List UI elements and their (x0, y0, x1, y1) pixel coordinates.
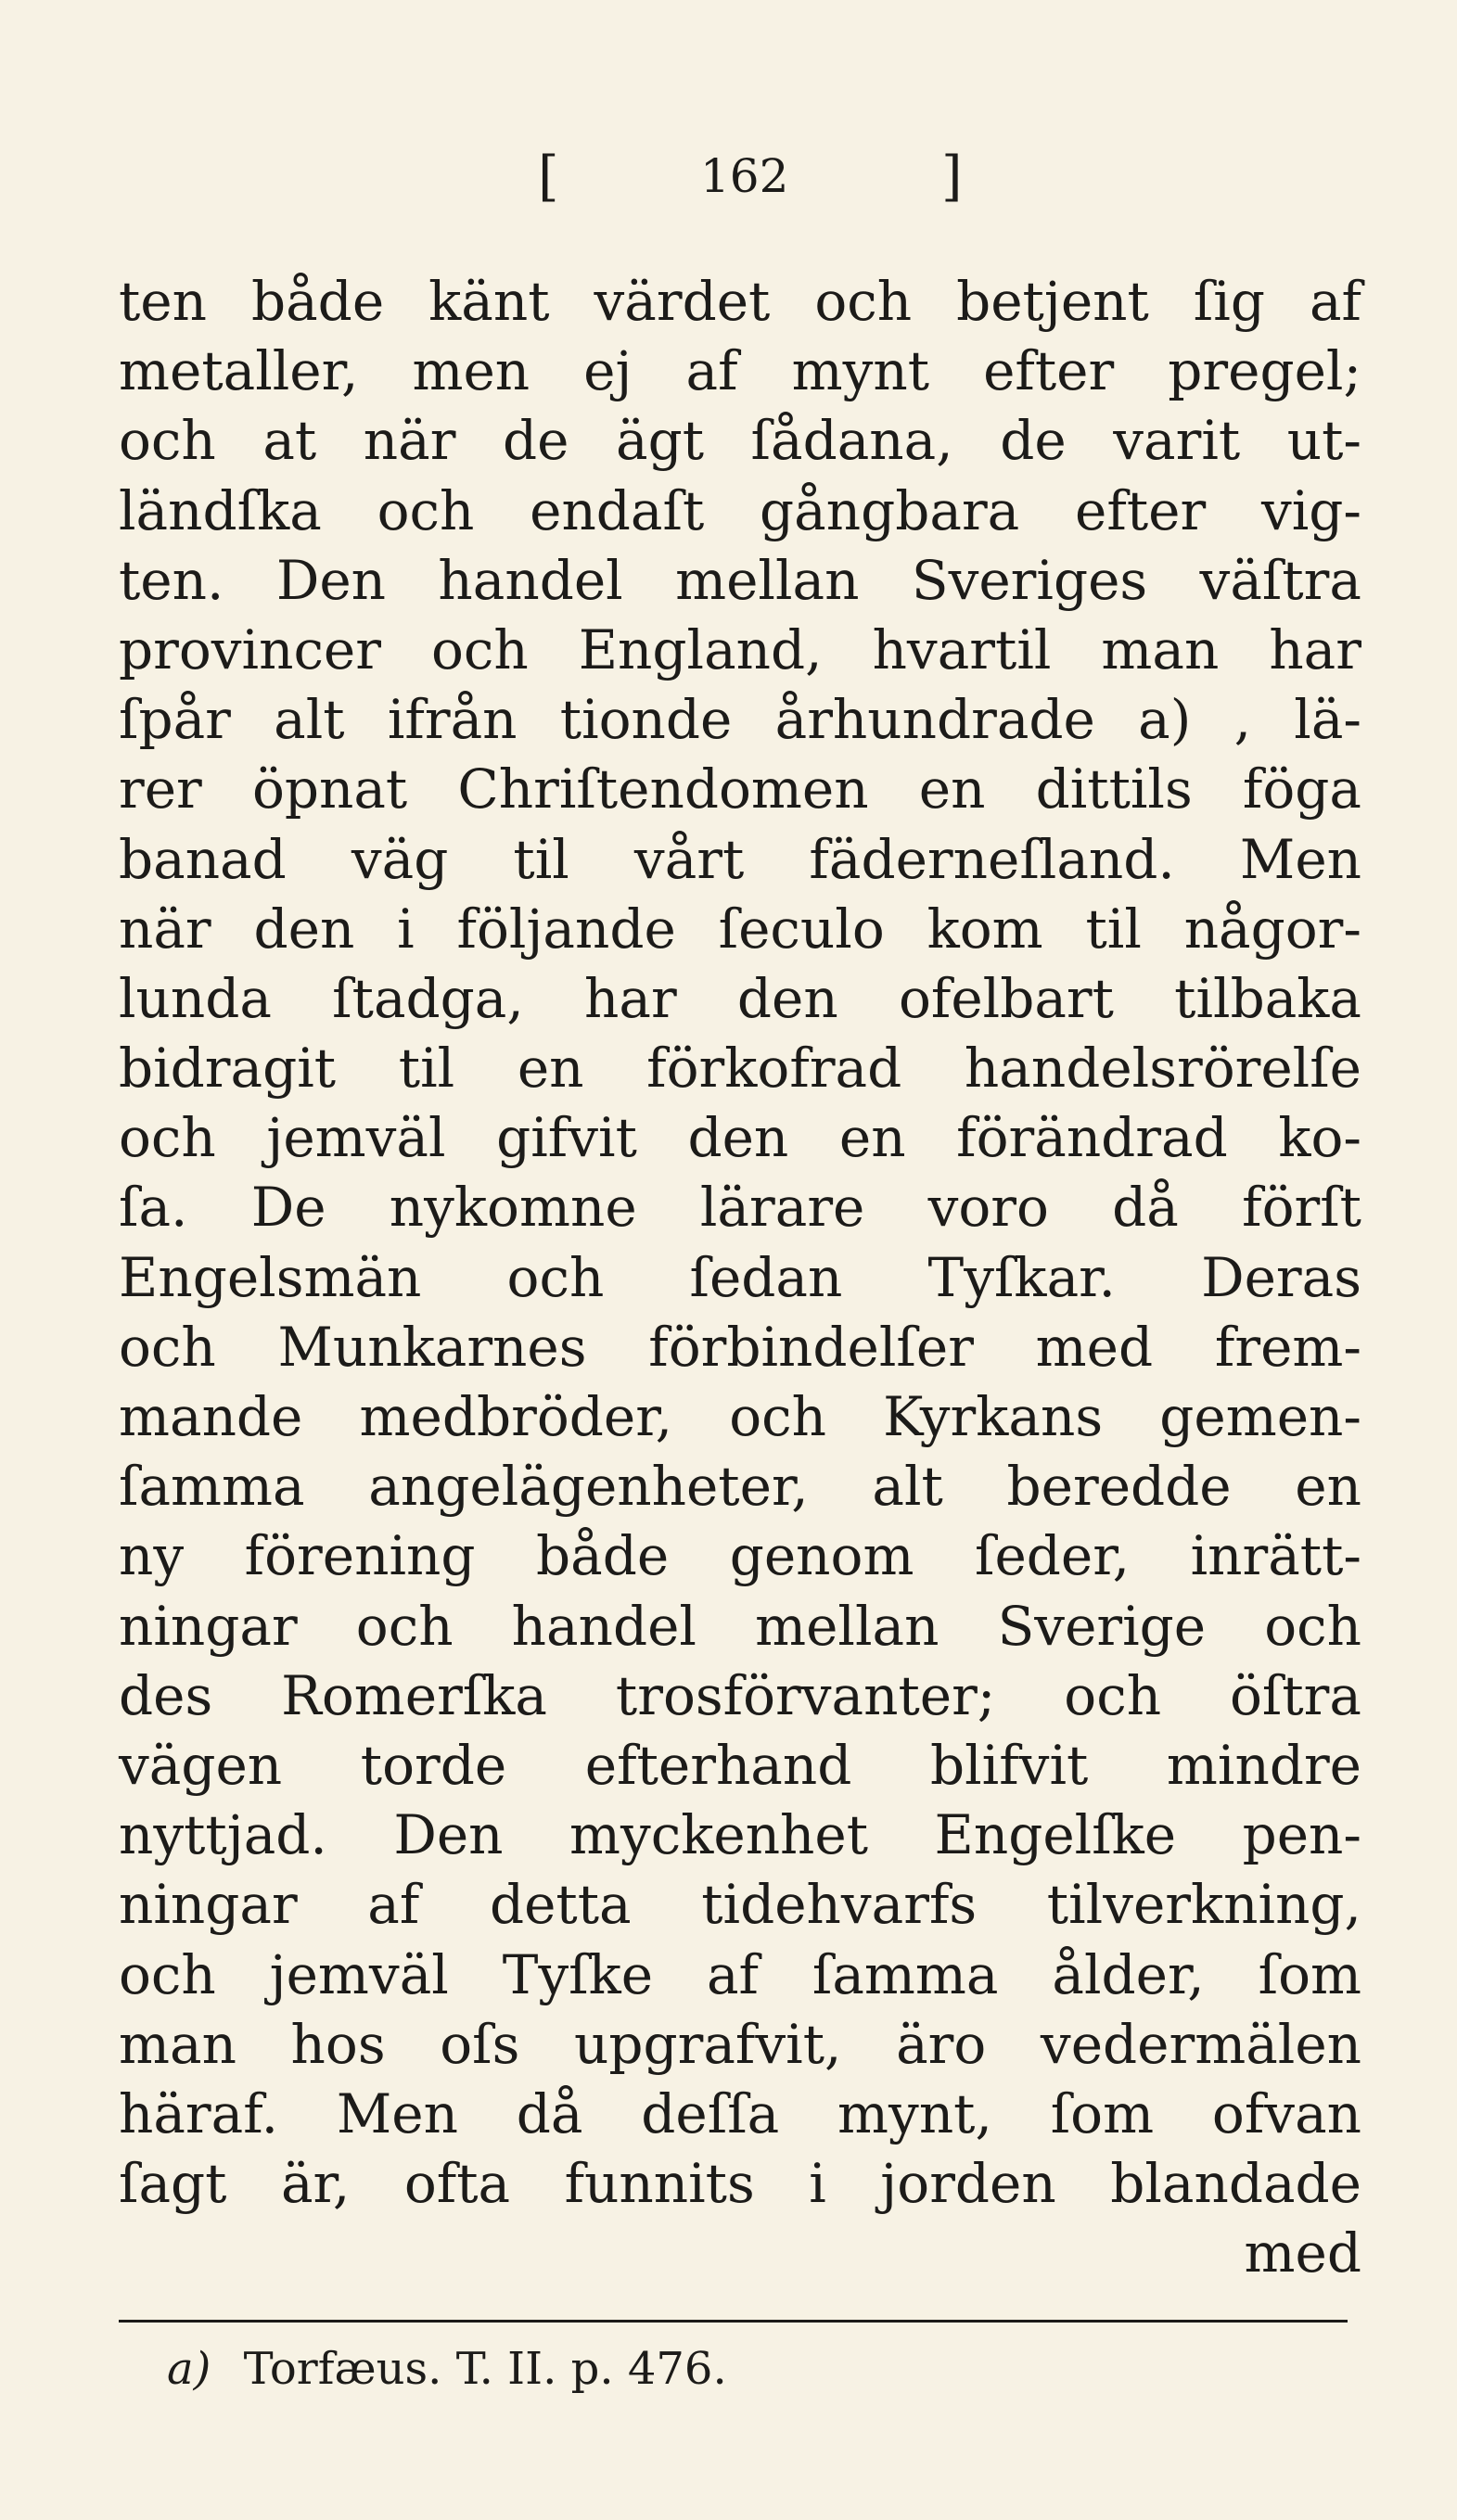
page-number: 162 (700, 149, 789, 203)
text-line: när den i följande ſeculo kom til någor- (119, 897, 1361, 961)
text-line: nyttjad. Den myckenhet Engelſke pen- (119, 1803, 1361, 1867)
text-line: och jemväl Tyſke af ſamma ålder, ſom (119, 1942, 1361, 2006)
text-line: vägen torde efterhand blifvit mindre (119, 1733, 1361, 1797)
footnote-marker: a) (167, 2343, 211, 2395)
footnote-divider (119, 2320, 1348, 2323)
text-line: lunda ſtadga, har den ofelbart tilbaka (119, 966, 1361, 1030)
header-bracket-right: ] (941, 145, 963, 208)
text-line: rer öpnat Chriſtendomen en dittils föga (119, 757, 1361, 821)
text-line: metaller, men ej af mynt efter pregel; (119, 339, 1361, 403)
text-line: mande medbröder, och Kyrkans gemen- (119, 1385, 1361, 1448)
text-line: man hos oſs upgrafvit, äro vedermälen (119, 2012, 1361, 2076)
text-line: ningar och handel mellan Sverige och (119, 1594, 1361, 1658)
text-line: ländſka och endaſt gångbara efter vig- (119, 478, 1361, 542)
text-line: häraf. Men då deſſa mynt, ſom ofvan (119, 2081, 1361, 2145)
header-bracket-left: [ (538, 145, 559, 208)
body-text (119, 267, 1361, 2288)
text-line: des Romerſka trosförvanter; och öſtra (119, 1663, 1361, 1727)
text-line: provincer och England, hvartil man har (119, 617, 1361, 681)
text-line: ſagt är, ofta funnits i jorden blandade (119, 2152, 1361, 2216)
text-line: Engelsmän och ſedan Tyſkar. Deras (119, 1245, 1361, 1309)
text-line: ten både känt värdet och betjent ſig af (119, 270, 1361, 333)
text-line: och Munkarnes förbindelſer med frem- (119, 1315, 1361, 1379)
text-line: och at när de ägt ſådana, de varit ut- (119, 409, 1361, 473)
text-line: ningar af detta tidehvarfs tilverkning, (119, 1873, 1361, 1937)
text-line: och jemväl gifvit den en förändrad ko- (119, 1106, 1361, 1170)
page-header (538, 144, 965, 209)
text-line: ſa. De nykomne lärare voro då förſt (119, 1176, 1361, 1240)
footnote (167, 2336, 727, 2401)
text-line: bidragit til en förkofrad handelsrörelſe (119, 1037, 1361, 1101)
text-line: ſpår alt ifrån tionde århundrade a) , lä- (119, 688, 1361, 752)
text-line: ſamma angelägenheter, alt beredde en (119, 1455, 1361, 1519)
text-line: ten. Den handel mellan Sveriges väſtra (119, 548, 1361, 612)
footnote-text: Torfæus. T. II. p. 476. (243, 2343, 727, 2395)
catchword: med (1244, 2221, 1361, 2285)
text-line: ny förening både genom ſeder, inrätt- (119, 1524, 1361, 1588)
text-line: banad väg til vårt fäderneſland. Men (119, 827, 1361, 891)
